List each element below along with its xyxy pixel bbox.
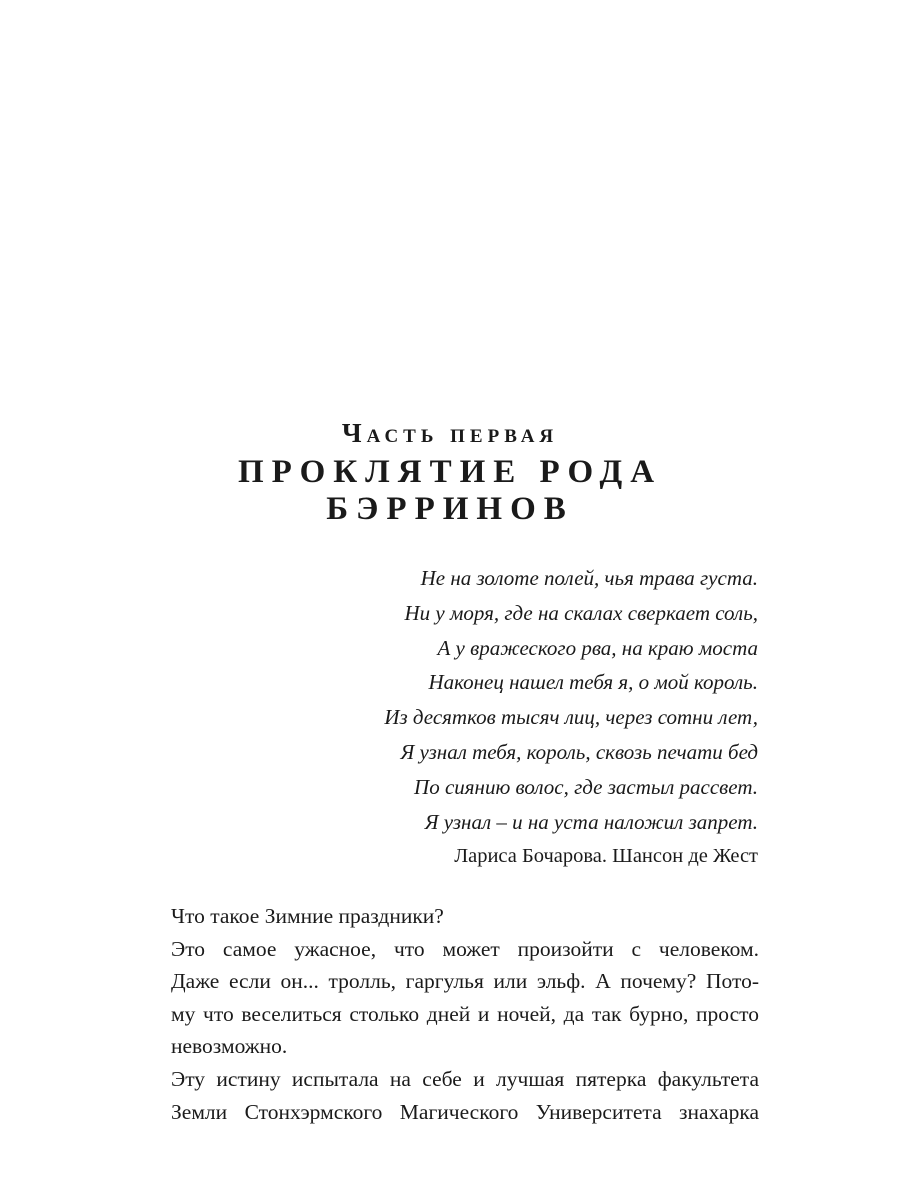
epigraph-line: Я узнал тебя, король, сквозь печати бед: [400, 739, 758, 764]
part-label: Часть первая: [341, 418, 559, 448]
body-text: [143, 900, 759, 1128]
text-line: невозможно.: [171, 1034, 288, 1059]
text-line: му что веселиться столько дней и ночей, да так бурно, просто: [171, 1001, 759, 1026]
epigraph-line: А у вражеского рва, на краю моста: [437, 635, 758, 660]
epigraph-line: Я узнал – и на уста наложил запрет.: [424, 809, 758, 834]
part-title-line-2: БЭРРИНОВ: [326, 491, 574, 527]
paragraph: [143, 900, 759, 933]
epigraph-line: Наконец нашел тебя я, о мой король.: [428, 670, 758, 695]
paragraph: [143, 1063, 759, 1128]
epigraph-line: По сиянию волос, где застыл рассвет.: [414, 774, 758, 799]
epigraph-line: Из десятков тысяч лиц, через сотни лет,: [384, 705, 758, 730]
text-line: Земли Стонхэрмского Магического Университета знахарка: [171, 1099, 759, 1124]
epigraph: [158, 561, 758, 873]
paragraph: [143, 933, 759, 1063]
part-title-line-1: ПРОКЛЯТИЕ РОДА: [237, 454, 663, 490]
epigraph-line: Не на золоте полей, чья трава густа.: [420, 566, 758, 590]
epigraph-line: Ни у моря, где на скалах сверкает соль,: [404, 600, 758, 625]
text-line: Что такое Зимние праздники?: [171, 904, 444, 928]
text-line: Эту истину испытала на себе и лучшая пятерка факультета: [171, 1066, 759, 1091]
text-line: Даже если он... тролль, гаргулья или эльф. А почему? Пото-: [171, 969, 759, 994]
epigraph-attribution: Лариса Бочарова. Шансон де Жест: [454, 845, 758, 868]
text-line: Это самое ужасное, что может произойти с человеком.: [171, 936, 759, 961]
